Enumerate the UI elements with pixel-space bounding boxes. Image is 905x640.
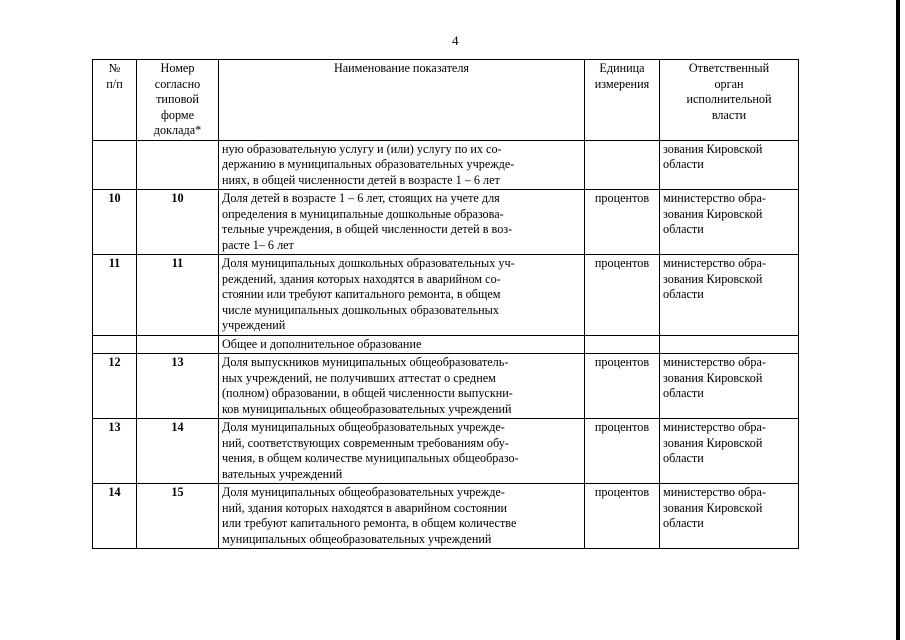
row-indicator-line: (полном) образовании, в общей численности выпускни- bbox=[222, 386, 513, 400]
row-authority-line: области bbox=[663, 222, 704, 236]
header-num-line: № bbox=[108, 61, 121, 75]
row-indicator-line: учреждений bbox=[222, 318, 286, 332]
page-number: 4 bbox=[452, 33, 459, 48]
row-authority bbox=[660, 484, 799, 549]
row-indicator-line: держанию в муниципальных образовательных учрежде- bbox=[222, 157, 515, 171]
row-authority bbox=[660, 335, 799, 354]
row-authority bbox=[660, 255, 799, 336]
row-indicator-line: определения в муниципальные дошкольные образова- bbox=[222, 206, 504, 221]
row-indicator-line: ний, здания которых находятся в аварийном состоянии bbox=[222, 500, 508, 515]
row-indicator-line: Доля муниципальных общеобразовательных учрежде- bbox=[222, 485, 505, 499]
table-row bbox=[93, 484, 799, 549]
header-indicator-line: Наименование показателя bbox=[333, 61, 470, 75]
row-authority bbox=[660, 140, 799, 190]
header-indicator bbox=[219, 60, 585, 141]
row-indicator-line: Доля муниципальных дошкольных образовательных уч- bbox=[222, 256, 515, 270]
row-authority-line: министерство обра- bbox=[663, 191, 766, 205]
row-authority-line: зования Кировской bbox=[663, 370, 763, 385]
row-indicator-line: реждений, здания которых находятся в аварийном со- bbox=[222, 271, 501, 286]
row-form-no: 11 bbox=[137, 255, 219, 336]
row-form-no: 15 bbox=[137, 484, 219, 549]
row-authority-line: области bbox=[663, 287, 704, 301]
row-indicator-line: Доля выпускников муниципальных общеобразователь- bbox=[222, 355, 509, 369]
row-num: 13 bbox=[93, 419, 137, 484]
row-authority-line: зования Кировской bbox=[663, 271, 763, 286]
header-authority-line: исполнительной bbox=[686, 92, 772, 106]
header-unit bbox=[585, 60, 660, 141]
header-authority bbox=[660, 60, 799, 141]
table-row bbox=[93, 335, 799, 354]
header-form-no-line: доклада* bbox=[153, 123, 202, 137]
row-indicator-line: ков муниципальных общеобразовательных учреждений bbox=[222, 401, 512, 416]
row-indicator-line: ных учреждений, не получивших аттестат о среднем bbox=[222, 370, 496, 385]
row-indicator-line: вательных учреждений bbox=[222, 466, 343, 481]
table-row bbox=[93, 419, 799, 484]
table-row bbox=[93, 354, 799, 419]
row-num: 11 bbox=[93, 255, 137, 336]
row-form-no bbox=[137, 140, 219, 190]
row-indicator-line: Доля детей в возрасте 1 – 6 лет, стоящих на учете для bbox=[222, 191, 500, 205]
row-indicator bbox=[219, 140, 585, 190]
header-form-no bbox=[137, 60, 219, 141]
row-indicator-line: ную образовательную услугу и (или) услугу по их со- bbox=[222, 141, 502, 156]
scan-edge bbox=[891, 0, 905, 640]
indicator-table bbox=[92, 59, 799, 549]
row-indicator-line: ний, соответствующих современным требованиям обу- bbox=[222, 435, 509, 450]
row-form-no: 10 bbox=[137, 190, 219, 255]
header-form-no-line: типовой bbox=[156, 92, 199, 106]
header-unit-line: Единица bbox=[599, 61, 645, 75]
row-unit bbox=[585, 140, 660, 190]
table-row bbox=[93, 140, 799, 190]
row-indicator-line: или требуют капитального ремонта, в общем количестве bbox=[222, 516, 517, 530]
row-authority-line: министерство обра- bbox=[663, 485, 766, 499]
table-header-row bbox=[93, 60, 799, 141]
row-unit: процентов bbox=[585, 354, 660, 419]
row-indicator-line: Общее и дополнительное образование bbox=[222, 336, 422, 351]
row-authority-line: зования Кировской bbox=[663, 141, 763, 156]
header-authority-line: власти bbox=[711, 107, 747, 122]
row-indicator bbox=[219, 335, 585, 354]
table-row bbox=[93, 190, 799, 255]
row-unit bbox=[585, 335, 660, 354]
row-indicator bbox=[219, 484, 585, 549]
row-authority bbox=[660, 354, 799, 419]
row-authority-line: зования Кировской bbox=[663, 500, 763, 515]
row-unit: процентов bbox=[585, 190, 660, 255]
row-indicator bbox=[219, 255, 585, 336]
row-form-no: 14 bbox=[137, 419, 219, 484]
row-unit: процентов bbox=[585, 484, 660, 549]
row-authority-line: зования Кировской bbox=[663, 435, 763, 450]
row-num bbox=[93, 140, 137, 190]
row-authority-line: области bbox=[663, 451, 704, 465]
row-indicator bbox=[219, 190, 585, 255]
row-unit: процентов bbox=[585, 255, 660, 336]
row-num: 12 bbox=[93, 354, 137, 419]
row-indicator bbox=[219, 419, 585, 484]
row-indicator-line: стоянии или требуют капитального ремонта, в общем bbox=[222, 287, 501, 301]
row-authority-line: области bbox=[663, 386, 704, 400]
row-form-no: 13 bbox=[137, 354, 219, 419]
header-authority-line: орган bbox=[714, 76, 744, 91]
header-num bbox=[93, 60, 137, 141]
row-authority-line: области bbox=[663, 157, 704, 171]
row-authority bbox=[660, 190, 799, 255]
header-unit-line: измерения bbox=[594, 76, 650, 91]
row-num: 10 bbox=[93, 190, 137, 255]
row-authority-line: министерство обра- bbox=[663, 355, 766, 369]
row-authority bbox=[660, 419, 799, 484]
row-num: 14 bbox=[93, 484, 137, 549]
header-authority-line: Ответственный bbox=[688, 61, 770, 75]
row-unit: процентов bbox=[585, 419, 660, 484]
row-indicator-line: тельные учреждения, в общей численности детей в воз- bbox=[222, 222, 513, 236]
row-indicator-line: числе муниципальных дошкольных образовательных bbox=[222, 302, 499, 317]
row-indicator-line: муниципальных общеобразовательных учреждений bbox=[222, 531, 492, 546]
row-indicator-line: Доля муниципальных общеобразовательных учрежде- bbox=[222, 420, 505, 434]
row-authority-line: области bbox=[663, 516, 704, 530]
row-indicator-line: расте 1– 6 лет bbox=[222, 237, 294, 252]
header-form-no-line: форме bbox=[160, 107, 195, 122]
header-form-no-line: Номер bbox=[160, 61, 195, 75]
row-indicator-line: чения, в общем количестве муниципальных общеобразо- bbox=[222, 451, 519, 465]
table-row bbox=[93, 255, 799, 336]
header-form-no-line: согласно bbox=[154, 76, 201, 91]
row-authority-line: зования Кировской bbox=[663, 206, 763, 221]
row-indicator bbox=[219, 354, 585, 419]
header-num-line: п/п bbox=[106, 76, 123, 91]
row-indicator-line: ниях, в общей численности детей в возрасте 1 – 6 лет bbox=[222, 172, 500, 187]
row-authority-line: министерство обра- bbox=[663, 256, 766, 270]
row-form-no bbox=[137, 335, 219, 354]
row-num bbox=[93, 335, 137, 354]
row-authority-line: министерство обра- bbox=[663, 420, 766, 434]
